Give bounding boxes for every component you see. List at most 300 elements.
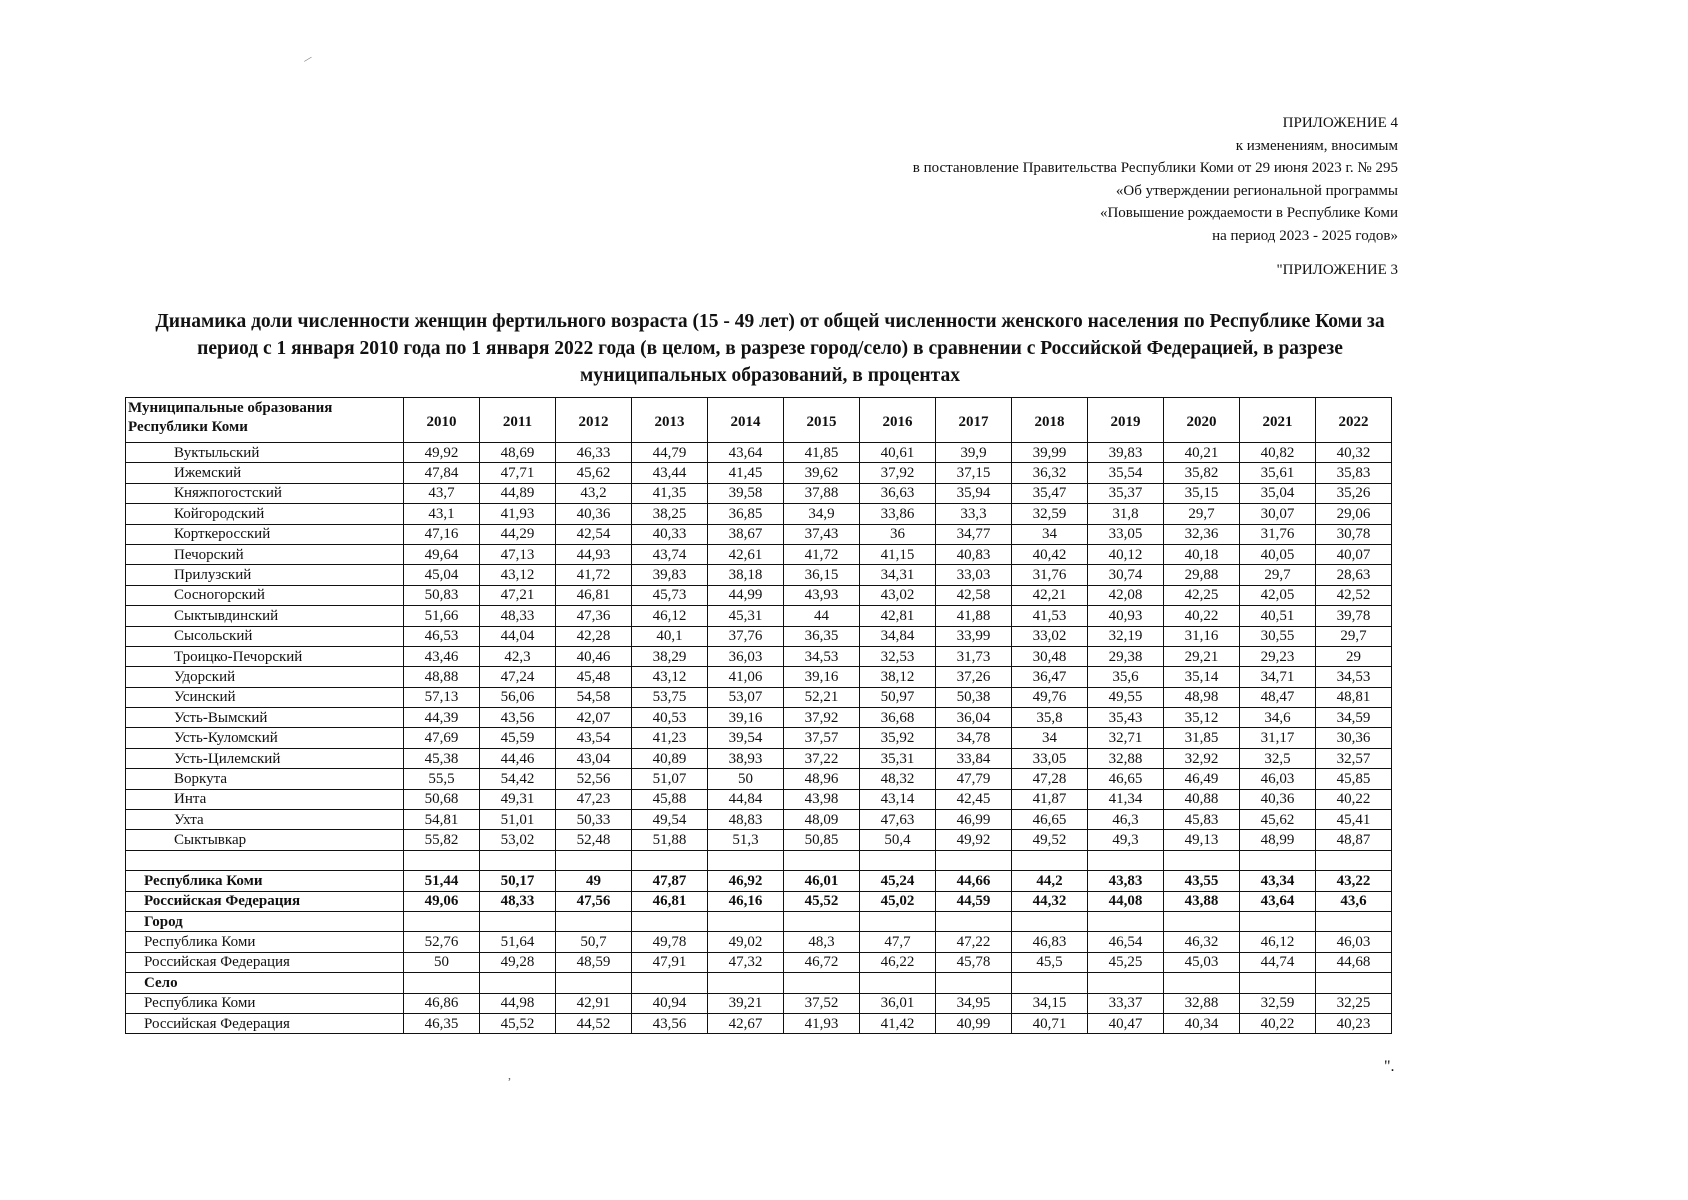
value-cell: 46,03 xyxy=(1240,769,1316,789)
row-label: Усть-Вымский xyxy=(126,708,404,728)
value-cell: 43,55 xyxy=(1164,871,1240,891)
value-cell: 48,33 xyxy=(480,606,556,626)
table-row xyxy=(126,443,1392,463)
value-cell: 54,58 xyxy=(556,687,632,707)
value-cell: 45,78 xyxy=(936,952,1012,972)
value-cell: 46,53 xyxy=(404,626,480,646)
value-cell xyxy=(404,911,480,931)
value-cell: 36 xyxy=(860,524,936,544)
value-cell: 35,04 xyxy=(1240,483,1316,503)
value-cell: 47,28 xyxy=(1012,769,1088,789)
value-cell: 48,83 xyxy=(708,810,784,830)
value-cell: 41,93 xyxy=(480,504,556,524)
value-cell: 41,45 xyxy=(708,463,784,483)
value-cell: 38,12 xyxy=(860,667,936,687)
value-cell: 35,8 xyxy=(1012,708,1088,728)
stray-mark: / xyxy=(302,52,314,66)
fertility-share-table xyxy=(125,397,1392,1034)
value-cell xyxy=(1316,973,1392,993)
value-cell: 50 xyxy=(708,769,784,789)
value-cell: 49,54 xyxy=(632,810,708,830)
value-cell: 41,72 xyxy=(784,544,860,564)
value-cell: 30,07 xyxy=(1240,504,1316,524)
value-cell: 49,92 xyxy=(936,830,1012,850)
value-cell: 34,59 xyxy=(1316,708,1392,728)
value-cell: 43,6 xyxy=(1316,891,1392,911)
value-cell: 39,58 xyxy=(708,483,784,503)
value-cell: 40,42 xyxy=(1012,544,1088,564)
value-cell xyxy=(860,973,936,993)
row-label: Сысольский xyxy=(126,626,404,646)
value-cell xyxy=(404,973,480,993)
row-label: Ухта xyxy=(126,810,404,830)
value-cell: 43,74 xyxy=(632,544,708,564)
value-cell: 35,61 xyxy=(1240,463,1316,483)
value-cell: 51,44 xyxy=(404,871,480,891)
value-cell: 48,96 xyxy=(784,769,860,789)
value-cell: 29,23 xyxy=(1240,646,1316,666)
value-cell: 42,07 xyxy=(556,708,632,728)
value-cell: 46,99 xyxy=(936,810,1012,830)
value-cell: 48,99 xyxy=(1240,830,1316,850)
value-cell: 43,2 xyxy=(556,483,632,503)
value-cell xyxy=(1164,973,1240,993)
value-cell: 35,83 xyxy=(1316,463,1392,483)
table-row xyxy=(126,748,1392,768)
value-cell: 36,32 xyxy=(1012,463,1088,483)
value-cell: 47,71 xyxy=(480,463,556,483)
value-cell xyxy=(632,911,708,931)
value-cell: 53,75 xyxy=(632,687,708,707)
row-label: Город xyxy=(126,911,404,931)
value-cell: 44,08 xyxy=(1088,891,1164,911)
table-row xyxy=(126,952,1392,972)
table-row xyxy=(126,932,1392,952)
corner-header-line2: Республики Коми xyxy=(128,419,248,435)
value-cell: 49,78 xyxy=(632,932,708,952)
value-cell: 43,98 xyxy=(784,789,860,809)
value-cell: 44,84 xyxy=(708,789,784,809)
value-cell: 46,32 xyxy=(1164,932,1240,952)
value-cell: 36,35 xyxy=(784,626,860,646)
table-row xyxy=(126,769,1392,789)
value-cell: 34,15 xyxy=(1012,993,1088,1013)
row-label: Ижемский xyxy=(126,463,404,483)
value-cell: 50,97 xyxy=(860,687,936,707)
value-cell: 57,13 xyxy=(404,687,480,707)
value-cell: 44,2 xyxy=(1012,871,1088,891)
value-cell: 52,21 xyxy=(784,687,860,707)
closing-quote-mark: ". xyxy=(1384,1058,1395,1075)
value-cell: 29 xyxy=(1316,646,1392,666)
annex-line-resolution: в постановление Правительства Республики Коми от 29 июня 2023 г. № 295 xyxy=(912,160,1398,176)
value-cell: 44,29 xyxy=(480,524,556,544)
value-cell: 39,83 xyxy=(1088,443,1164,463)
value-cell: 41,88 xyxy=(936,606,1012,626)
row-label: Российская Федерация xyxy=(126,952,404,972)
value-cell: 43,54 xyxy=(556,728,632,748)
value-cell: 48,69 xyxy=(480,443,556,463)
value-cell: 45,59 xyxy=(480,728,556,748)
value-cell: 43,88 xyxy=(1164,891,1240,911)
value-cell: 30,55 xyxy=(1240,626,1316,646)
value-cell: 32,88 xyxy=(1088,748,1164,768)
value-cell: 43,93 xyxy=(784,585,860,605)
value-cell: 51,88 xyxy=(632,830,708,850)
value-cell: 45,52 xyxy=(480,1013,556,1033)
value-cell: 50,68 xyxy=(404,789,480,809)
value-cell: 41,34 xyxy=(1088,789,1164,809)
value-cell: 32,88 xyxy=(1164,993,1240,1013)
value-cell: 40,33 xyxy=(632,524,708,544)
value-cell: 43,56 xyxy=(632,1013,708,1033)
value-cell xyxy=(936,850,1012,870)
value-cell: 41,85 xyxy=(784,443,860,463)
year-header: 2014 xyxy=(708,398,784,443)
value-cell: 50,7 xyxy=(556,932,632,952)
value-cell: 47,21 xyxy=(480,585,556,605)
value-cell: 34,53 xyxy=(1316,667,1392,687)
annex-line-approval: «Об утверждении региональной программы xyxy=(1115,182,1398,199)
value-cell xyxy=(784,973,860,993)
value-cell xyxy=(556,973,632,993)
row-label: Село xyxy=(126,973,404,993)
row-label: Вуктыльский xyxy=(126,443,404,463)
table-row xyxy=(126,810,1392,830)
value-cell: 40,18 xyxy=(1164,544,1240,564)
value-cell: 40,22 xyxy=(1240,1013,1316,1033)
value-cell: 43,56 xyxy=(480,708,556,728)
value-cell xyxy=(708,850,784,870)
value-cell: 43,64 xyxy=(1240,891,1316,911)
value-cell: 41,93 xyxy=(784,1013,860,1033)
value-cell: 49,3 xyxy=(1088,830,1164,850)
value-cell: 48,59 xyxy=(556,952,632,972)
table-row xyxy=(126,871,1392,891)
value-cell: 42,81 xyxy=(860,606,936,626)
corner-header-line1: Муниципальные образования xyxy=(128,400,333,416)
value-cell: 40,22 xyxy=(1164,606,1240,626)
value-cell: 34,77 xyxy=(936,524,1012,544)
value-cell: 44,98 xyxy=(480,993,556,1013)
value-cell xyxy=(480,973,556,993)
value-cell: 42,25 xyxy=(1164,585,1240,605)
value-cell: 40,36 xyxy=(1240,789,1316,809)
value-cell: 35,92 xyxy=(860,728,936,748)
row-label xyxy=(126,850,404,870)
value-cell: 48,87 xyxy=(1316,830,1392,850)
value-cell: 40,51 xyxy=(1240,606,1316,626)
value-cell: 37,92 xyxy=(860,463,936,483)
table-row xyxy=(126,504,1392,524)
value-cell xyxy=(1164,911,1240,931)
value-cell: 49,06 xyxy=(404,891,480,911)
row-label: Российская Федерация xyxy=(126,1013,404,1033)
value-cell: 28,63 xyxy=(1316,565,1392,585)
value-cell: 45,62 xyxy=(1240,810,1316,830)
row-label: Сосногорский xyxy=(126,585,404,605)
value-cell: 50 xyxy=(404,952,480,972)
value-cell: 30,48 xyxy=(1012,646,1088,666)
table-row xyxy=(126,830,1392,850)
value-cell: 32,25 xyxy=(1316,993,1392,1013)
value-cell: 45,88 xyxy=(632,789,708,809)
value-cell xyxy=(708,911,784,931)
value-cell: 52,48 xyxy=(556,830,632,850)
value-cell: 42,08 xyxy=(1088,585,1164,605)
value-cell: 43,64 xyxy=(708,443,784,463)
table-row xyxy=(126,585,1392,605)
table-row xyxy=(126,483,1392,503)
value-cell: 38,93 xyxy=(708,748,784,768)
row-label: Республика Коми xyxy=(126,993,404,1013)
value-cell: 31,76 xyxy=(1240,524,1316,544)
value-cell: 45,24 xyxy=(860,871,936,891)
value-cell: 46,92 xyxy=(708,871,784,891)
value-cell: 49,92 xyxy=(404,443,480,463)
table-row xyxy=(126,606,1392,626)
value-cell: 38,18 xyxy=(708,565,784,585)
value-cell: 32,36 xyxy=(1164,524,1240,544)
value-cell: 39,16 xyxy=(784,667,860,687)
table-row xyxy=(126,524,1392,544)
value-cell: 30,36 xyxy=(1316,728,1392,748)
value-cell: 40,46 xyxy=(556,646,632,666)
table-row xyxy=(126,667,1392,687)
row-label: Удорский xyxy=(126,667,404,687)
value-cell: 49,52 xyxy=(1012,830,1088,850)
value-cell: 41,53 xyxy=(1012,606,1088,626)
value-cell: 43,83 xyxy=(1088,871,1164,891)
value-cell: 40,36 xyxy=(556,504,632,524)
value-cell: 51,64 xyxy=(480,932,556,952)
value-cell: 48,33 xyxy=(480,891,556,911)
value-cell: 34,71 xyxy=(1240,667,1316,687)
value-cell: 48,3 xyxy=(784,932,860,952)
value-cell: 35,82 xyxy=(1164,463,1240,483)
value-cell: 43,04 xyxy=(556,748,632,768)
year-header: 2018 xyxy=(1012,398,1088,443)
table-row xyxy=(126,1013,1392,1033)
value-cell: 46,72 xyxy=(784,952,860,972)
value-cell: 35,15 xyxy=(1164,483,1240,503)
value-cell: 31,16 xyxy=(1164,626,1240,646)
row-label: Усть-Цилемский xyxy=(126,748,404,768)
value-cell: 32,59 xyxy=(1240,993,1316,1013)
value-cell: 45,02 xyxy=(860,891,936,911)
value-cell: 44,99 xyxy=(708,585,784,605)
value-cell: 36,04 xyxy=(936,708,1012,728)
year-header: 2021 xyxy=(1240,398,1316,443)
value-cell: 44,59 xyxy=(936,891,1012,911)
value-cell: 40,21 xyxy=(1164,443,1240,463)
value-cell: 46,81 xyxy=(556,585,632,605)
value-cell: 51,07 xyxy=(632,769,708,789)
value-cell: 34,78 xyxy=(936,728,1012,748)
value-cell: 37,92 xyxy=(784,708,860,728)
value-cell: 48,98 xyxy=(1164,687,1240,707)
value-cell: 55,82 xyxy=(404,830,480,850)
table-row xyxy=(126,708,1392,728)
value-cell: 31,8 xyxy=(1088,504,1164,524)
value-cell: 37,15 xyxy=(936,463,1012,483)
value-cell xyxy=(1240,973,1316,993)
value-cell: 49,55 xyxy=(1088,687,1164,707)
row-label: Сыктывдинский xyxy=(126,606,404,626)
value-cell: 40,61 xyxy=(860,443,936,463)
value-cell: 40,99 xyxy=(936,1013,1012,1033)
value-cell: 48,88 xyxy=(404,667,480,687)
value-cell xyxy=(1316,911,1392,931)
value-cell: 41,23 xyxy=(632,728,708,748)
value-cell: 40,53 xyxy=(632,708,708,728)
value-cell: 34,84 xyxy=(860,626,936,646)
value-cell: 40,47 xyxy=(1088,1013,1164,1033)
table-row xyxy=(126,993,1392,1013)
value-cell xyxy=(784,911,860,931)
table-row xyxy=(126,789,1392,809)
value-cell: 36,03 xyxy=(708,646,784,666)
value-cell xyxy=(632,973,708,993)
value-cell: 42,91 xyxy=(556,993,632,1013)
value-cell: 35,54 xyxy=(1088,463,1164,483)
row-label: Российская Федерация xyxy=(126,891,404,911)
value-cell: 43,12 xyxy=(632,667,708,687)
table-row xyxy=(126,973,1392,993)
value-cell: 54,81 xyxy=(404,810,480,830)
value-cell: 47,7 xyxy=(860,932,936,952)
value-cell xyxy=(860,850,936,870)
table-row xyxy=(126,850,1392,870)
value-cell: 48,32 xyxy=(860,769,936,789)
year-header: 2010 xyxy=(404,398,480,443)
value-cell: 39,99 xyxy=(1012,443,1088,463)
value-cell: 39,16 xyxy=(708,708,784,728)
row-label: Инта xyxy=(126,789,404,809)
value-cell: 40,88 xyxy=(1164,789,1240,809)
value-cell: 49,13 xyxy=(1164,830,1240,850)
row-label: Усинский xyxy=(126,687,404,707)
value-cell: 34,95 xyxy=(936,993,1012,1013)
value-cell xyxy=(1240,911,1316,931)
year-header: 2019 xyxy=(1088,398,1164,443)
value-cell: 49,76 xyxy=(1012,687,1088,707)
value-cell: 37,57 xyxy=(784,728,860,748)
value-cell: 51,01 xyxy=(480,810,556,830)
value-cell: 33,03 xyxy=(936,565,1012,585)
value-cell: 41,06 xyxy=(708,667,784,687)
row-label: Воркута xyxy=(126,769,404,789)
value-cell: 39,54 xyxy=(708,728,784,748)
value-cell: 49,64 xyxy=(404,544,480,564)
value-cell: 50,17 xyxy=(480,871,556,891)
value-cell: 47,16 xyxy=(404,524,480,544)
table-row xyxy=(126,891,1392,911)
year-header: 2013 xyxy=(632,398,708,443)
value-cell: 46,83 xyxy=(1012,932,1088,952)
value-cell: 46,65 xyxy=(1012,810,1088,830)
value-cell: 39,9 xyxy=(936,443,1012,463)
value-cell: 44,04 xyxy=(480,626,556,646)
value-cell xyxy=(632,850,708,870)
value-cell: 29,88 xyxy=(1164,565,1240,585)
value-cell: 45,73 xyxy=(632,585,708,605)
value-cell: 42,54 xyxy=(556,524,632,544)
value-cell: 43,12 xyxy=(480,565,556,585)
value-cell: 34,53 xyxy=(784,646,860,666)
year-header: 2020 xyxy=(1164,398,1240,443)
value-cell: 29,7 xyxy=(1316,626,1392,646)
value-cell: 45,04 xyxy=(404,565,480,585)
value-cell: 46,65 xyxy=(1088,769,1164,789)
value-cell: 42,58 xyxy=(936,585,1012,605)
value-cell: 44,52 xyxy=(556,1013,632,1033)
value-cell: 44,46 xyxy=(480,748,556,768)
value-cell: 49,31 xyxy=(480,789,556,809)
value-cell: 35,6 xyxy=(1088,667,1164,687)
value-cell: 33,37 xyxy=(1088,993,1164,1013)
value-cell: 34 xyxy=(1012,728,1088,748)
value-cell xyxy=(1012,850,1088,870)
value-cell: 52,56 xyxy=(556,769,632,789)
value-cell: 35,31 xyxy=(860,748,936,768)
value-cell: 47,22 xyxy=(936,932,1012,952)
value-cell: 42,05 xyxy=(1240,585,1316,605)
value-cell: 40,94 xyxy=(632,993,708,1013)
value-cell xyxy=(936,911,1012,931)
value-cell: 42,67 xyxy=(708,1013,784,1033)
value-cell: 29,7 xyxy=(1240,565,1316,585)
value-cell: 43,02 xyxy=(860,585,936,605)
value-cell: 47,56 xyxy=(556,891,632,911)
value-cell: 40,05 xyxy=(1240,544,1316,564)
annex-line-program: «Повышение рождаемости в Республике Коми xyxy=(1099,205,1398,221)
value-cell: 29,21 xyxy=(1164,646,1240,666)
table-row xyxy=(126,544,1392,564)
value-cell: 43,22 xyxy=(1316,871,1392,891)
table-row xyxy=(126,565,1392,585)
value-cell: 46,12 xyxy=(632,606,708,626)
value-cell xyxy=(1012,973,1088,993)
value-cell: 33,05 xyxy=(1088,524,1164,544)
value-cell: 46,01 xyxy=(784,871,860,891)
value-cell: 37,26 xyxy=(936,667,1012,687)
value-cell: 47,24 xyxy=(480,667,556,687)
value-cell: 43,1 xyxy=(404,504,480,524)
value-cell: 40,82 xyxy=(1240,443,1316,463)
value-cell: 40,71 xyxy=(1012,1013,1088,1033)
value-cell: 42,28 xyxy=(556,626,632,646)
value-cell: 40,83 xyxy=(936,544,1012,564)
value-cell: 47,32 xyxy=(708,952,784,972)
value-cell: 42,3 xyxy=(480,646,556,666)
value-cell: 40,93 xyxy=(1088,606,1164,626)
value-cell: 35,94 xyxy=(936,483,1012,503)
value-cell: 46,3 xyxy=(1088,810,1164,830)
table-row xyxy=(126,646,1392,666)
value-cell: 47,84 xyxy=(404,463,480,483)
value-cell: 44,79 xyxy=(632,443,708,463)
table-row xyxy=(126,626,1392,646)
value-cell: 42,52 xyxy=(1316,585,1392,605)
value-cell: 53,02 xyxy=(480,830,556,850)
value-cell: 47,69 xyxy=(404,728,480,748)
value-cell xyxy=(1316,850,1392,870)
value-cell: 30,74 xyxy=(1088,565,1164,585)
value-cell: 42,45 xyxy=(936,789,1012,809)
value-cell: 33,05 xyxy=(1012,748,1088,768)
value-cell: 42,61 xyxy=(708,544,784,564)
